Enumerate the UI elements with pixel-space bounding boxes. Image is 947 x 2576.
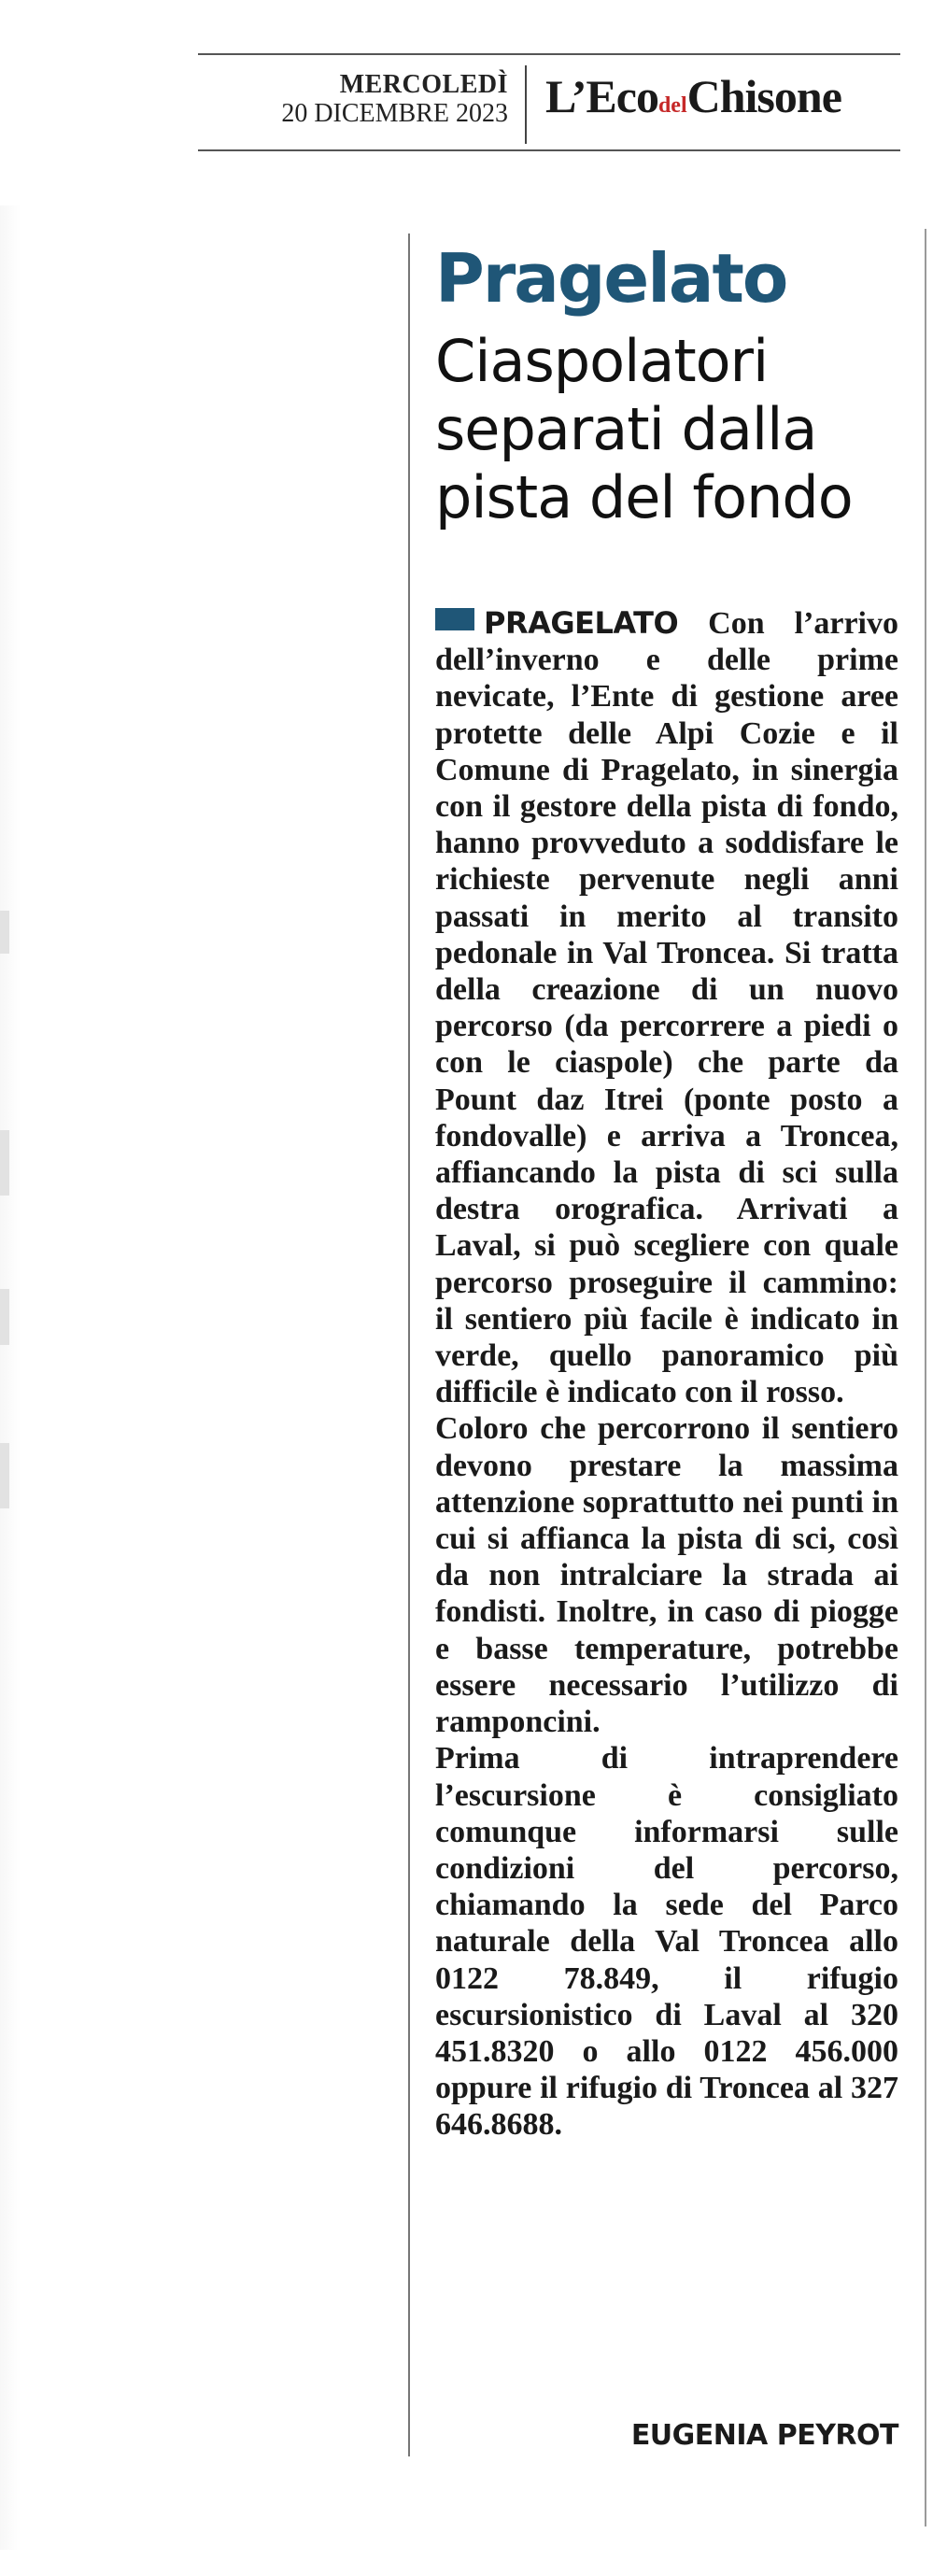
adjacent-page-mark (0, 1130, 9, 1196)
paragraph-text: Con l’arrivo dell’inverno e delle prime nevicate, l’Ente di gestione aree protette delle Alpi Cozie e il Comune di Pragelato, in sinergia con il gestore della pista di fondo, hanno provveduto a soddisfare le richieste pervenute negli anni passati in merito al transito pedonale in Val Troncea. Si tratta della creazione di un nuovo percorso (da percorrere a piedi o con le ciaspole) che parte da Pount daz Itrei (ponte posto a fondovalle) e arriva a Troncea, affiancando la pista di sci sulla destra orografica. Arrivati a Laval, si può scegliere con quale percorso proseguire il cammino: il sentiero più facile è indicato in verde, quello panoramico più difficile è indicato con il rosso. (435, 606, 899, 1410)
adjacent-page-mark (0, 911, 9, 954)
article-paragraph: Coloro che percorrono il sentiero devono prestare la massima attenzione soprattutto nei punti in cui si affianca la pista di sci, così da non intralciare la strada ai fondisti. Inoltre, in caso di piogge e basse temperature, potrebbe essere necessario l’utilizzo di ramponcini. (435, 1411, 898, 1740)
article-body (435, 605, 898, 2144)
article-kicker: Pragelato (435, 239, 787, 318)
adjacent-page-mark (0, 1289, 9, 1345)
article-byline: EUGENIA PEYROT (630, 2419, 898, 2452)
newspaper-masthead (545, 69, 900, 123)
article-paragraph (435, 605, 898, 1410)
header-divider (525, 65, 527, 144)
column-rule-left (408, 234, 410, 2456)
header-bottom-rule (198, 149, 900, 151)
article-dateline: PRAGELATO (484, 605, 679, 641)
adjacent-page-edge (0, 205, 21, 2550)
masthead-middle: del (657, 93, 687, 118)
adjacent-page-mark (0, 1443, 9, 1508)
lead-square-icon (435, 608, 474, 630)
masthead-prefix: L’Eco (545, 70, 658, 122)
masthead-suffix: Chisone (686, 70, 841, 122)
issue-full-date: 20 DICEMBRE 2023 (281, 99, 508, 128)
article-headline: Ciaspolatori separati dalla pista del fondo (435, 327, 853, 531)
header-top-rule (198, 53, 900, 55)
column-rule-right (925, 229, 926, 2526)
issue-weekday: MERCOLEDÌ (339, 70, 508, 99)
issue-date (198, 71, 508, 129)
article-paragraph: Prima di intraprendere l’escursione è consigliato comunque informarsi sulle condizioni del percorso, chiamando la sede del Parco naturale della Val Troncea allo 0122 78.849, il rifugio escursionistico di Laval al 320 451.8320 o allo 0122 456.000 oppure il rifugio di Troncea al 327 646.8688. (435, 1741, 898, 2143)
